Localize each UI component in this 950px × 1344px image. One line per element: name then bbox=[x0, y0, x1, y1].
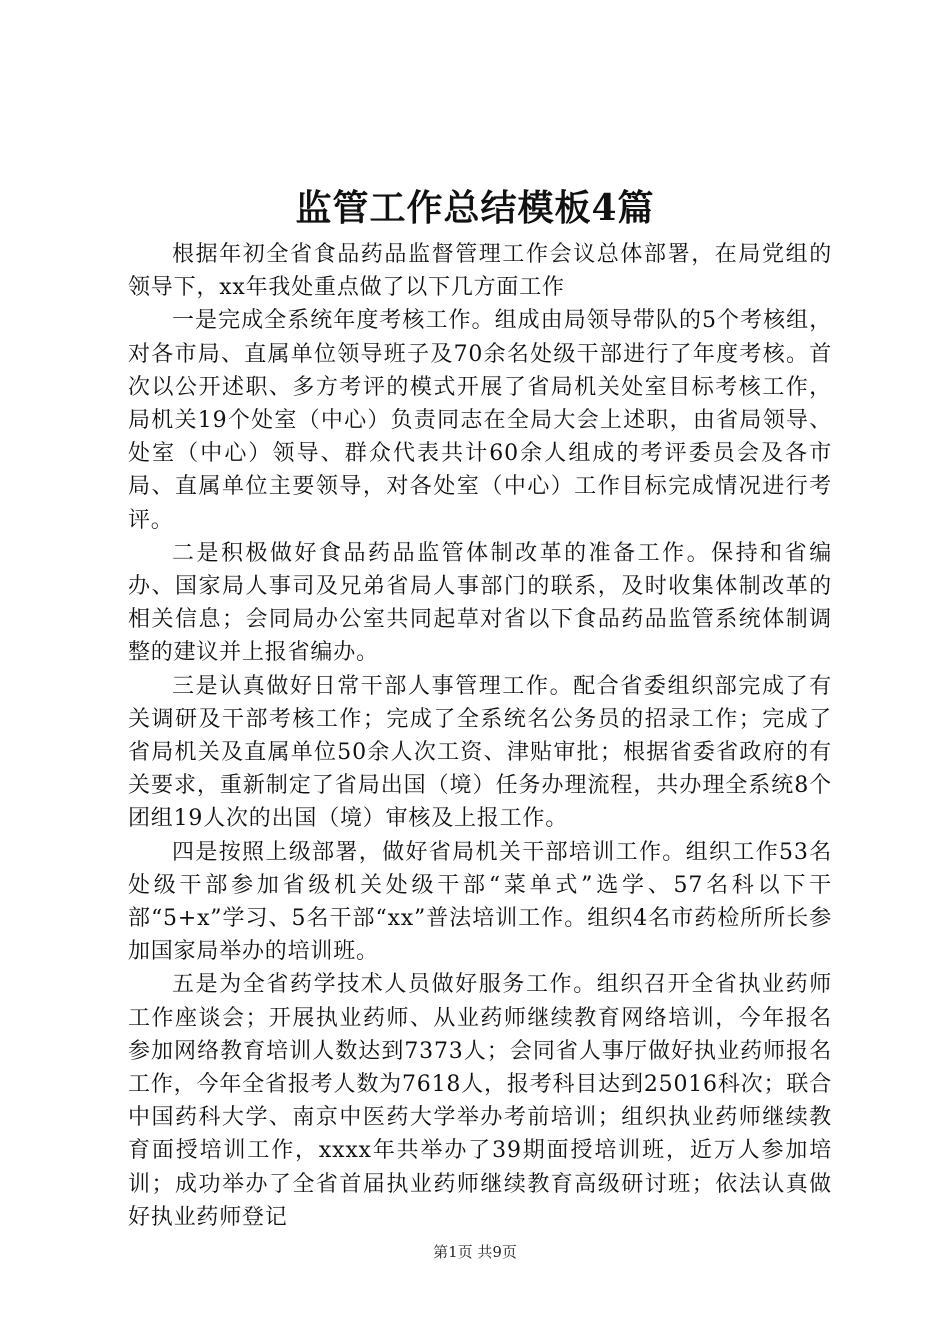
paragraph-4: 四是按照上级部署，做好省局机关干部培训工作。组织工作53名处级干部参加省级机关处级干部“菜单式”选学、57名科以下干部“5+x”学习、5名干部“xx”普法培训工作。组织4名市药检所所长参加国家局举办的培训班。 bbox=[128, 839, 832, 965]
paragraph-3: 三是认真做好日常干部人事管理工作。配合省委组织部完成了有关调研及干部考核工作；完成了全系统名公务员的招录工作；完成了省局机关及直属单位50余人次工资、津贴审批；根据省委省政府的有关要求，重新制定了省局出国（境）任务办理流程，共办理全系统8个团组19人次的出国（境）审核及上报工作。 bbox=[128, 673, 832, 832]
paragraph-intro: 根据年初全省食品药品监督管理工作会议总体部署，在局党组的领导下，xx年我处重点做了以下几方面工作 bbox=[128, 242, 832, 301]
document-title: 监管工作总结模板4篇 bbox=[295, 187, 655, 229]
paragraph-2: 二是积极做好食品药品监管体制改革的准备工作。保持和省编办、国家局人事司及兄弟省局人事部门的联系，及时收集体制改革的相关信息；会同局办公室共同起草对省以下食品药品监管系统体制调整的建议并上报省编办。 bbox=[128, 540, 832, 666]
paragraph-5: 五是为全省药学技术人员做好服务工作。组织召开全省执业药师工作座谈会；开展执业药师、从业药师继续教育网络培训，今年报名参加网络教育培训人数达到7373人；会同省人事厅做好执业药师报名工作，今年全省报考人数为7618人，报考科目达到25016科次；联合中国药科大学、南京中医药大学举办考前培训；组织执业药师继续教育面授培训工作，xxxx年共举办了39期面授培训班，近万人参加培训；成功举办了全省首届执业药师继续教育高级研讨班；依法认真做好执业药师登记 bbox=[128, 972, 832, 1230]
paragraph-1: 一是完成全系统年度考核工作。组成由局领导带队的5个考核组，对各市局、直属单位领导班子及70余名处级干部进行了年度考核。首次以公开述职、多方考评的模式开展了省局机关处室目标考核工作，局机关19个处室（中心）负责同志在全局大会上述职，由省局领导、处室（中心）领导、群众代表共计60余人组成的考评委员会及各市局、直属单位主要领导，对各处室（中心）工作目标完成情况进行考评。 bbox=[128, 308, 832, 533]
page-footer: 第1页 共9页 bbox=[433, 1243, 517, 1261]
document-body bbox=[128, 238, 832, 1234]
